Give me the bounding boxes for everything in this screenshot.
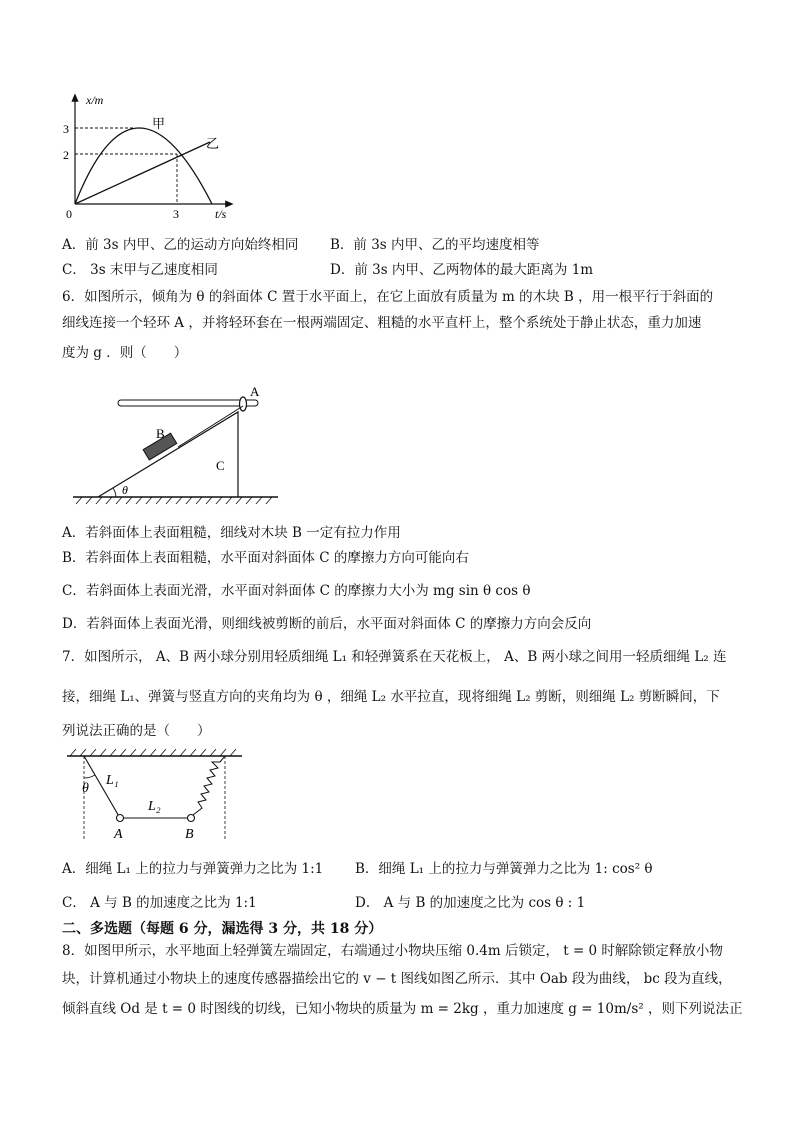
label-theta: θ [122,483,128,497]
ball-a [117,815,124,822]
label-yi: 乙 [206,136,220,151]
q8-text-line3: 倾斜直线 Od 是 t = 0 时图线的切线，已知小物块的质量为 m = 2kg ，重力加速度 g = 10m/s² ，则下列说法正 [62,1001,743,1017]
q7-option-d: D． A 与 B 的加速度之比为 cos θ : 1 [355,895,586,911]
spring-figure [62,748,247,843]
label-theta: θ [82,781,89,796]
incline-figure [68,380,288,510]
q7-option-b: B．细绳 L₁ 上的拉力与弹簧弹力之比为 1: cos² θ [355,861,653,877]
ground-hatching [76,497,272,504]
tick-t3: 3 [173,207,179,221]
label-b: B [156,426,165,441]
spring [193,756,225,815]
curve-jia [75,128,212,204]
q6-text-line1: 6．如图所示，倾角为 θ 的斜面体 C 置于水平面上，在它上面放有质量为 m 的木块 B ，用一根平行于斜面的 [62,289,714,305]
q7-text-line3: 列说法正确的是（ ） [62,723,211,739]
q7-option-a: A．细绳 L₁ 上的拉力与弹簧弹力之比为 1:1 [62,861,324,877]
line-yi [75,142,210,204]
string [178,406,243,447]
label-c: C [216,458,225,473]
origin-label: 0 [66,207,72,221]
label-l2: L₂ [148,799,161,814]
incline-c [98,412,238,497]
q5-option-d: D．前 3s 内甲、乙两物体的最大距离为 1m [330,262,594,278]
ring-a [240,397,247,411]
x-axis-label: t/s [215,207,227,221]
xt-graph-figure [60,92,245,222]
q6-option-d: D．若斜面体上表面光滑，则细线被剪断的前后，水平面对斜面体 C 的摩擦力方向会反向 [62,616,592,632]
q5-option-a: A．前 3s 内甲、乙的运动方向始终相同 [62,237,299,253]
label-a: A [250,384,260,399]
tick-y3: 3 [63,122,69,136]
q6-option-b: B．若斜面体上表面粗糙，水平面对斜面体 C 的摩擦力方向可能向右 [62,550,469,566]
angle-arc [113,488,116,497]
q7-text-line1: 7．如图所示， A、B 两小球分别用轻质细绳 L₁ 和轻弹簧系在天花板上， A、B 两小球之间用一轻质细绳 L₂ 连 [62,649,727,665]
label-jia: 甲 [152,116,166,131]
angle-arc [84,775,95,778]
q6-text-line3: 度为 g ．则（ ） [62,345,188,361]
q6-option-a: A．若斜面体上表面粗糙，细线对木块 B 一定有拉力作用 [62,525,401,541]
q5-option-c: C． 3s 末甲与乙速度相同 [62,262,218,278]
q6-text-line2: 细线连接一个轻环 A ，并将轻环套在一根两端固定、粗糙的水平直杆上，整个系统处于静止状态，重力加速 [62,315,702,331]
q7-text-line2: 接，细绳 L₁、弹簧与竖直方向的夹角均为 θ ，细绳 L₂ 水平拉直，现将细绳 L₂ 剪断，则细绳 L₂ 剪断瞬间，下 [62,689,720,705]
q8-text-line1: 8．如图甲所示，水平地面上轻弹簧左端固定，右端通过小物块压缩 0.4m 后锁定， t = 0 时解除锁定释放小物 [62,943,723,959]
section-heading-multi-choice: 二、多选题（每题 6 分，漏选得 3 分，共 18 分） [62,921,383,937]
q5-option-b: B．前 3s 内甲、乙的平均速度相等 [330,237,540,253]
q6-option-c: C．若斜面体上表面光滑，水平面对斜面体 C 的摩擦力大小为 mg sin θ cos θ [62,583,531,599]
tick-y2: 2 [63,148,69,162]
horizontal-rod [118,400,258,406]
label-ball-a: A [114,827,123,842]
q7-option-c: C． A 与 B 的加速度之比为 1:1 [62,895,257,911]
ball-b [188,815,195,822]
label-l1: L₁ [106,773,119,788]
q8-text-line2: 块，计算机通过小物块上的速度传感器描绘出它的 v − t 图线如图乙所示．其中 Oab 段为曲线， bc 段为直线， [62,971,732,987]
y-axis-label: x/m [86,93,104,107]
label-ball-b: B [185,827,194,842]
ceiling-hatching [70,749,236,756]
